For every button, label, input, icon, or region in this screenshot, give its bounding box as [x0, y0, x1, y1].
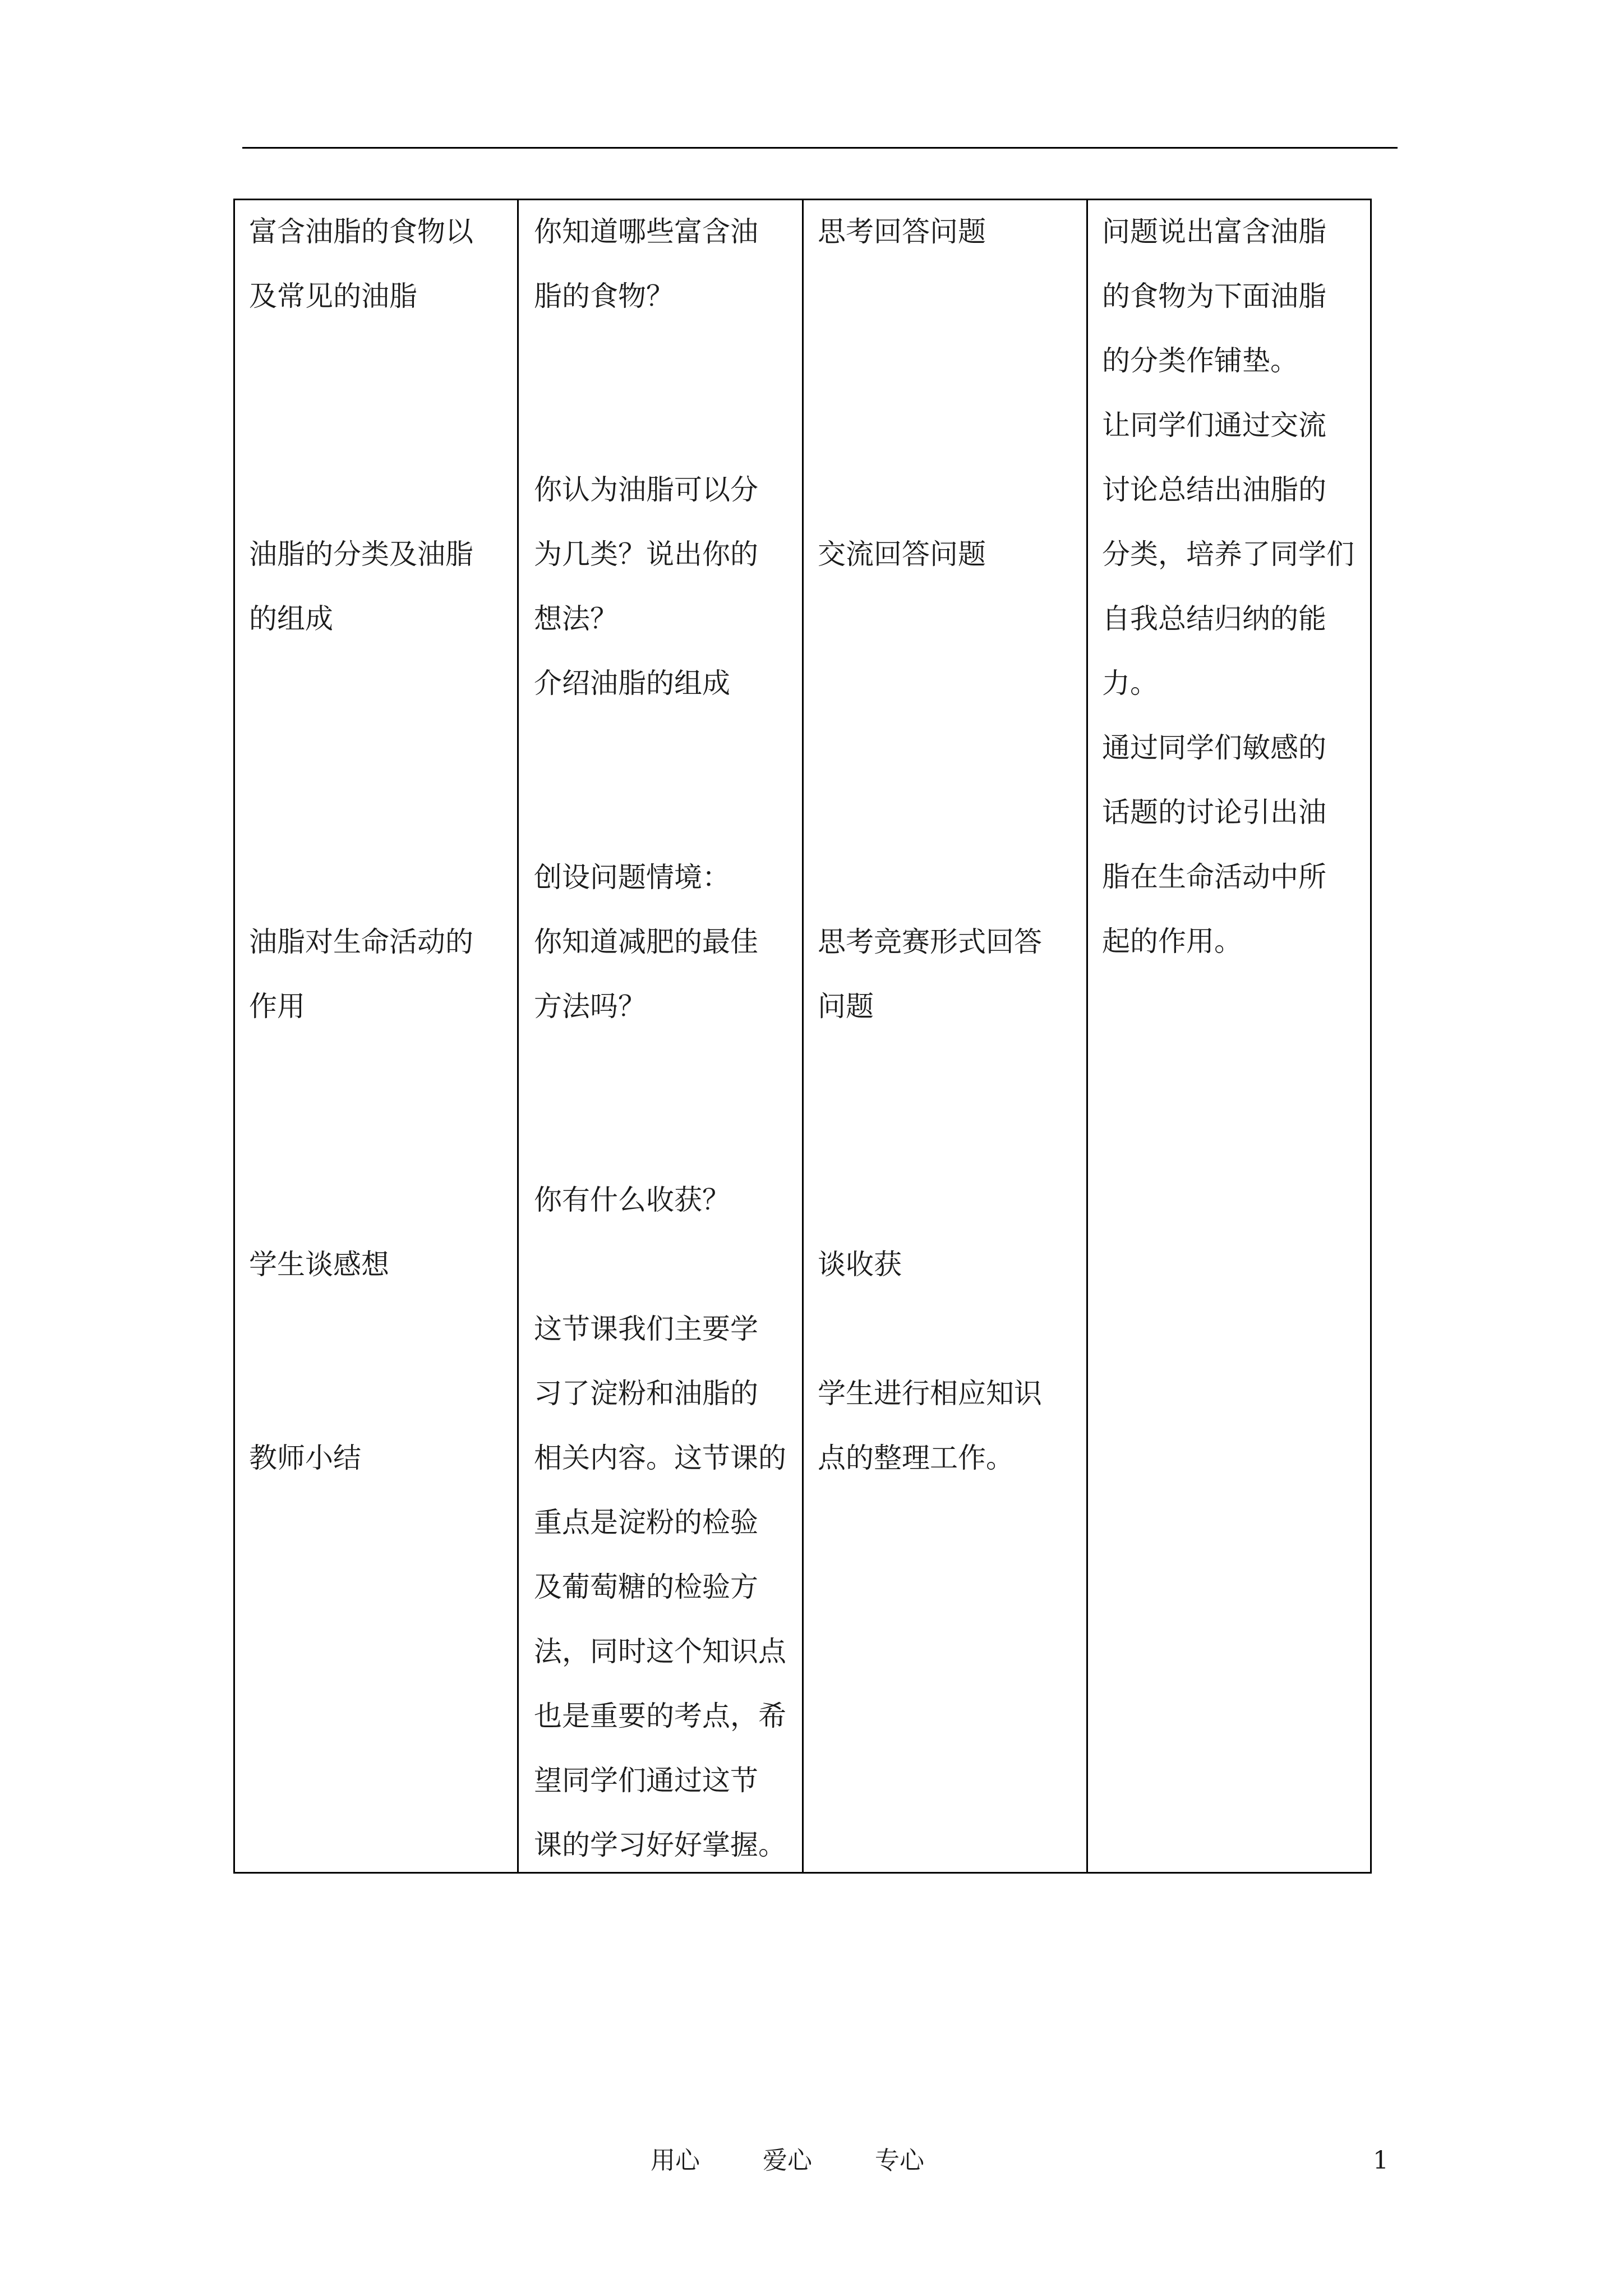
content-cell-fat-classification: 油脂的分类及油脂 的组成	[249, 538, 473, 635]
student-cell-fatty-foods: 思考回答问题	[818, 215, 986, 248]
column-divider	[802, 199, 804, 1874]
teacher-cell-fat-classification: 你认为油脂可以分 为几类？说出你的 想法？ 介绍油脂的组成	[534, 473, 758, 700]
content-cell-teacher-summary: 教师小结	[249, 1442, 361, 1474]
student-cell-fat-classification: 交流回答问题	[818, 538, 986, 570]
footer-motto-2: 爱心	[763, 2146, 812, 2175]
student-cell-teacher-summary: 学生进行相应知识 点的整理工作。	[818, 1377, 1042, 1474]
content-cell-fat-function: 油脂对生命活动的 作用	[249, 926, 473, 1023]
student-cell-student-reflection: 谈收获	[818, 1248, 902, 1281]
page-number: 1	[1373, 2146, 1389, 2175]
footer-motto-3: 专心	[875, 2146, 924, 2175]
teacher-cell-fatty-foods: 你知道哪些富含油 脂的食物？	[534, 215, 758, 312]
column-divider	[1086, 199, 1088, 1874]
teacher-cell-teacher-summary: 这节课我们主要学 习了淀粉和油脂的 相关内容。这节课的 重点是淀粉的检验 及葡萄糖的检验方 法，同时这个知识点 也是重要的考点，希 望同学们通过这节 课的学习好好掌握。	[534, 1313, 786, 1861]
content-cell-fatty-foods: 富含油脂的食物以 及常见的油脂	[249, 215, 473, 312]
teacher-cell-student-reflection: 你有什么收获？	[534, 1184, 730, 1216]
student-cell-fat-function: 思考竞赛形式回答 问题	[818, 926, 1042, 1023]
footer-motto	[651, 2144, 924, 2178]
footer-motto-1: 用心	[651, 2146, 700, 2175]
column-divider	[517, 199, 519, 1874]
header-rule	[242, 147, 1398, 149]
teacher-cell-fat-function: 创设问题情境： 你知道减肥的最佳 方法吗？	[534, 861, 758, 1023]
intent-cell: 问题说出富含油脂 的食物为下面油脂 的分类作铺垫。 让同学们通过交流 讨论总结出油脂的 分类，培养了同学们 自我总结归纳的能 力。 通过同学们敏感的 话题的讨论引出油 脂在生命活动中所 起的作用。	[1102, 215, 1354, 958]
content-cell-student-reflection: 学生谈感想	[249, 1248, 389, 1281]
